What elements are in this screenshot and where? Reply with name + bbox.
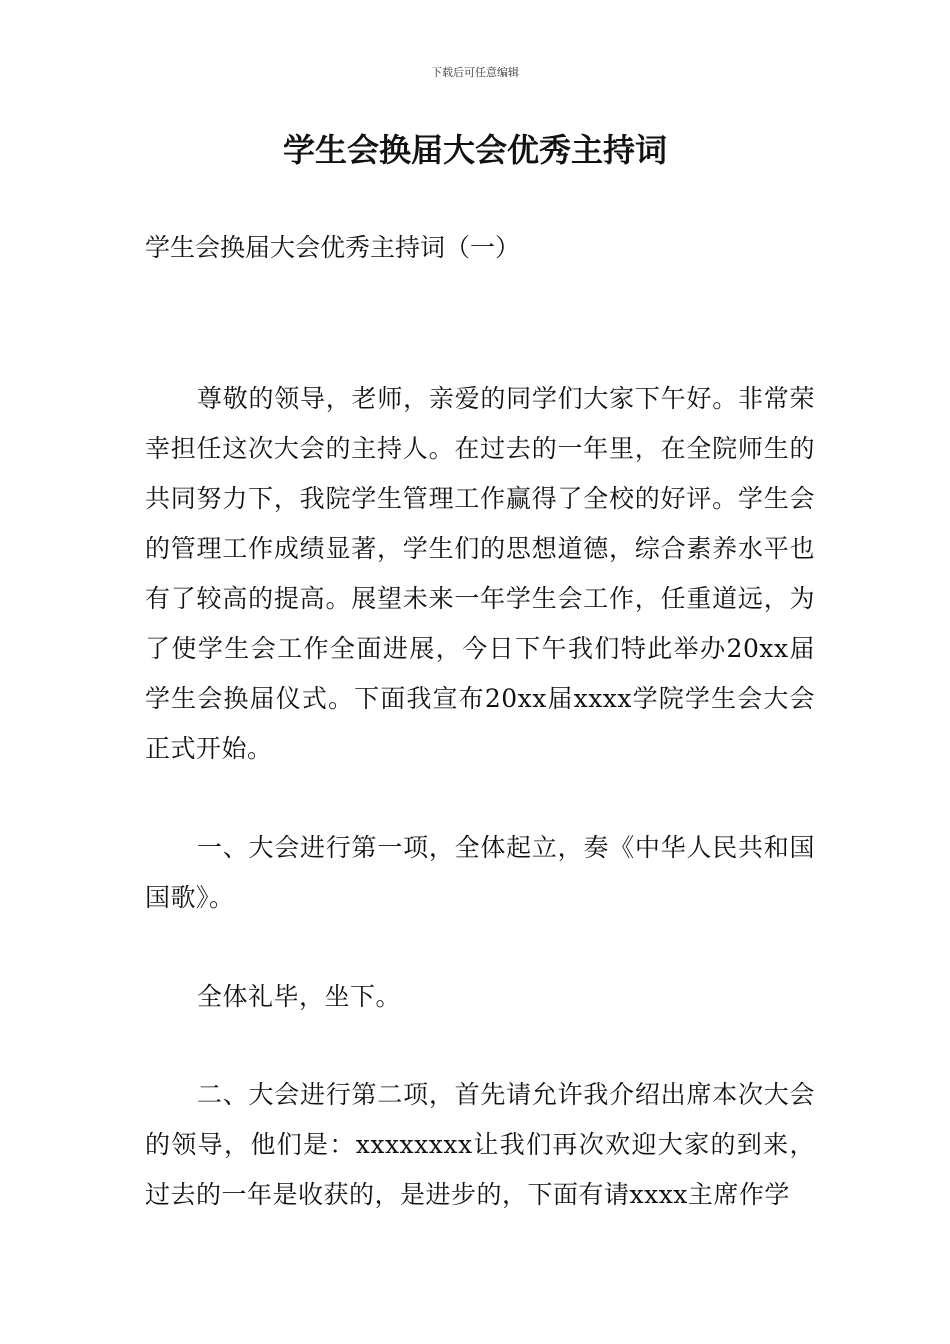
paragraph-sit-down: 全体礼毕，坐下。: [197, 982, 402, 1011]
document-title: 学生会换届大会优秀主持词: [282, 131, 667, 169]
paragraph-item-two: 二、大会进行第二项，首先请允许我介绍出席本次大会的领导，他们是：xxxxxxxx让我们再次欢迎大家的到来，过去的一年是收获的，是进步的，下面有请xxxx主席作学: [145, 1080, 815, 1209]
paragraph-opening: 尊敬的领导，老师，亲爱的同学们大家下午好。非常荣幸担任这次大会的主持人。在过去的一年里，在全院师生的共同努力下，我院学生管理工作赢得了全校的好评。学生会的管理工作成绩显著，学生们的思想道德，综合素养水平也有了较高的提高。展望未来一年学生会工作，任重道远，为了使学生会工作全面进展，今日下午我们特此举办20xx届学生会换届仪式。下面我宣布20xx届xxxx学院学生会大会正式开始。: [145, 384, 815, 763]
header-note: 下载后可任意编辑: [431, 66, 519, 79]
document-subtitle: 学生会换届大会优秀主持词（一）: [145, 233, 521, 262]
paragraph-item-one: 一、大会进行第一项，全体起立，奏《中华人民共和国国歌》。: [145, 833, 815, 912]
